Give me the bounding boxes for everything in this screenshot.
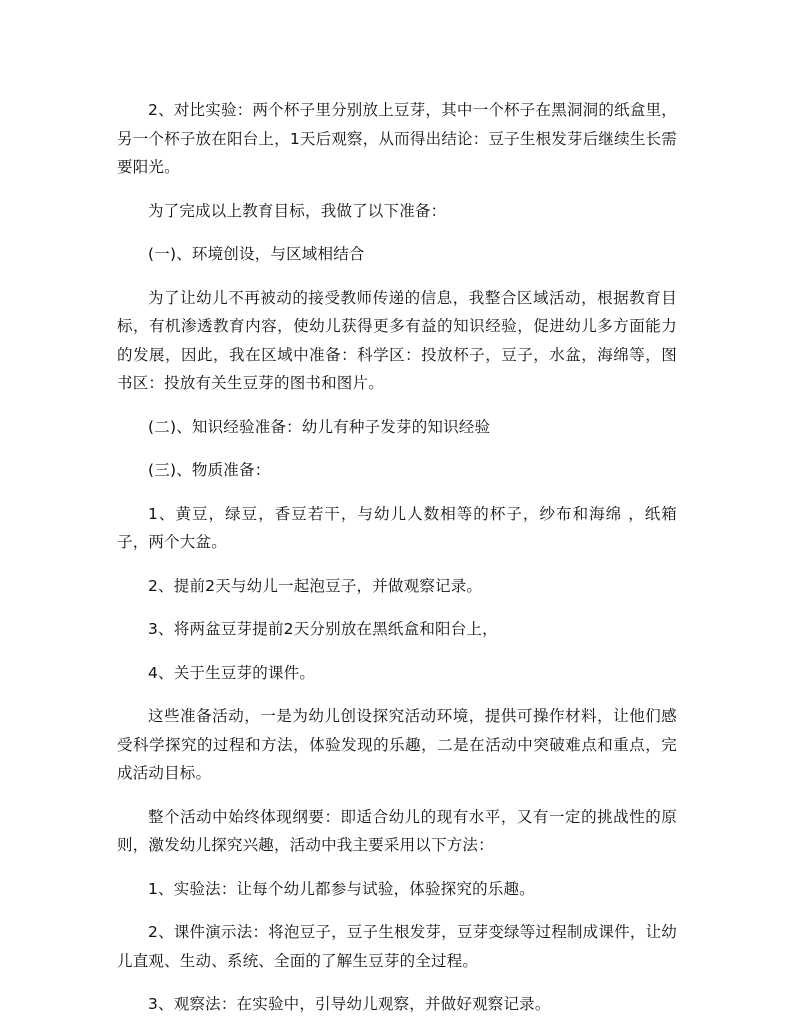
paragraph-methods-intro: 整个活动中始终体现纲要：即适合幼儿的现有水平，又有一定的挑战性的原则，激发幼儿探究兴趣，活动中我主要采用以下方法：: [117, 807, 677, 854]
heading-material-preparation: (三)、物质准备：: [148, 461, 271, 479]
list-item-materials-2: 2、提前2天与幼儿一起泡豆子，并做观察记录。: [148, 576, 483, 595]
list-item-method-1: 1、实验法：让每个幼儿都参与试验，体验探究的乐趣。: [148, 879, 535, 898]
list-item-materials-3: 3、将两盆豆芽提前2天分别放在黑纸盒和阳台上，: [148, 620, 498, 638]
paragraph-preparation-purpose: 这些准备活动，一是为幼儿创设探究活动环境，提供可操作材料，让他们感受科学探究的过程和方法，体验发现的乐趣，二是在活动中突破难点和重点，完成活动目标。: [117, 707, 677, 782]
heading-environment-setup: (一)、环境创设，与区域相结合: [148, 245, 365, 263]
list-item-method-3: 3、观察法：在实验中，引导幼儿观察，并做好观察记录。: [148, 995, 551, 1013]
document-body: [117, 96, 677, 1034]
list-item-materials-1: 1、黄豆，绿豆，香豆若干，与幼儿人数相等的杯子，纱布和海绵 ，纸箱子，两个大盆。: [117, 504, 677, 551]
paragraph-contrast-experiment: 2、对比实验：两个杯子里分别放上豆芽，其中一个杯子在黑洞洞的纸盒里，另一个杯子放在阳台上，1天后观察，从而得出结论：豆子生根发芽后继续生长需要阳光。: [117, 101, 677, 176]
paragraph-area-activities: 为了让幼儿不再被动的接受教师传递的信息，我整合区域活动，根据教育目标，有机渗透教育内容，使幼儿获得更多有益的知识经验，促进幼儿多方面能力的发展，因此，我在区域中准备：科学区：投放杯子，豆子，水盆，海绵等，图书区：投放有关生豆芽的图书和图片。: [117, 288, 677, 392]
list-item-materials-4: 4、关于生豆芽的课件。: [148, 663, 316, 682]
heading-knowledge-preparation: (二)、知识经验准备：幼儿有种子发芽的知识经验: [148, 417, 491, 436]
paragraph-preparation-intro: 为了完成以上教育目标，我做了以下准备：: [148, 201, 447, 220]
list-item-method-2: 2、课件演示法：将泡豆子，豆子生根发芽，豆芽变绿等过程制成课件，让幼儿直观、生动、系统、全面的了解生豆芽的全过程。: [117, 923, 677, 970]
